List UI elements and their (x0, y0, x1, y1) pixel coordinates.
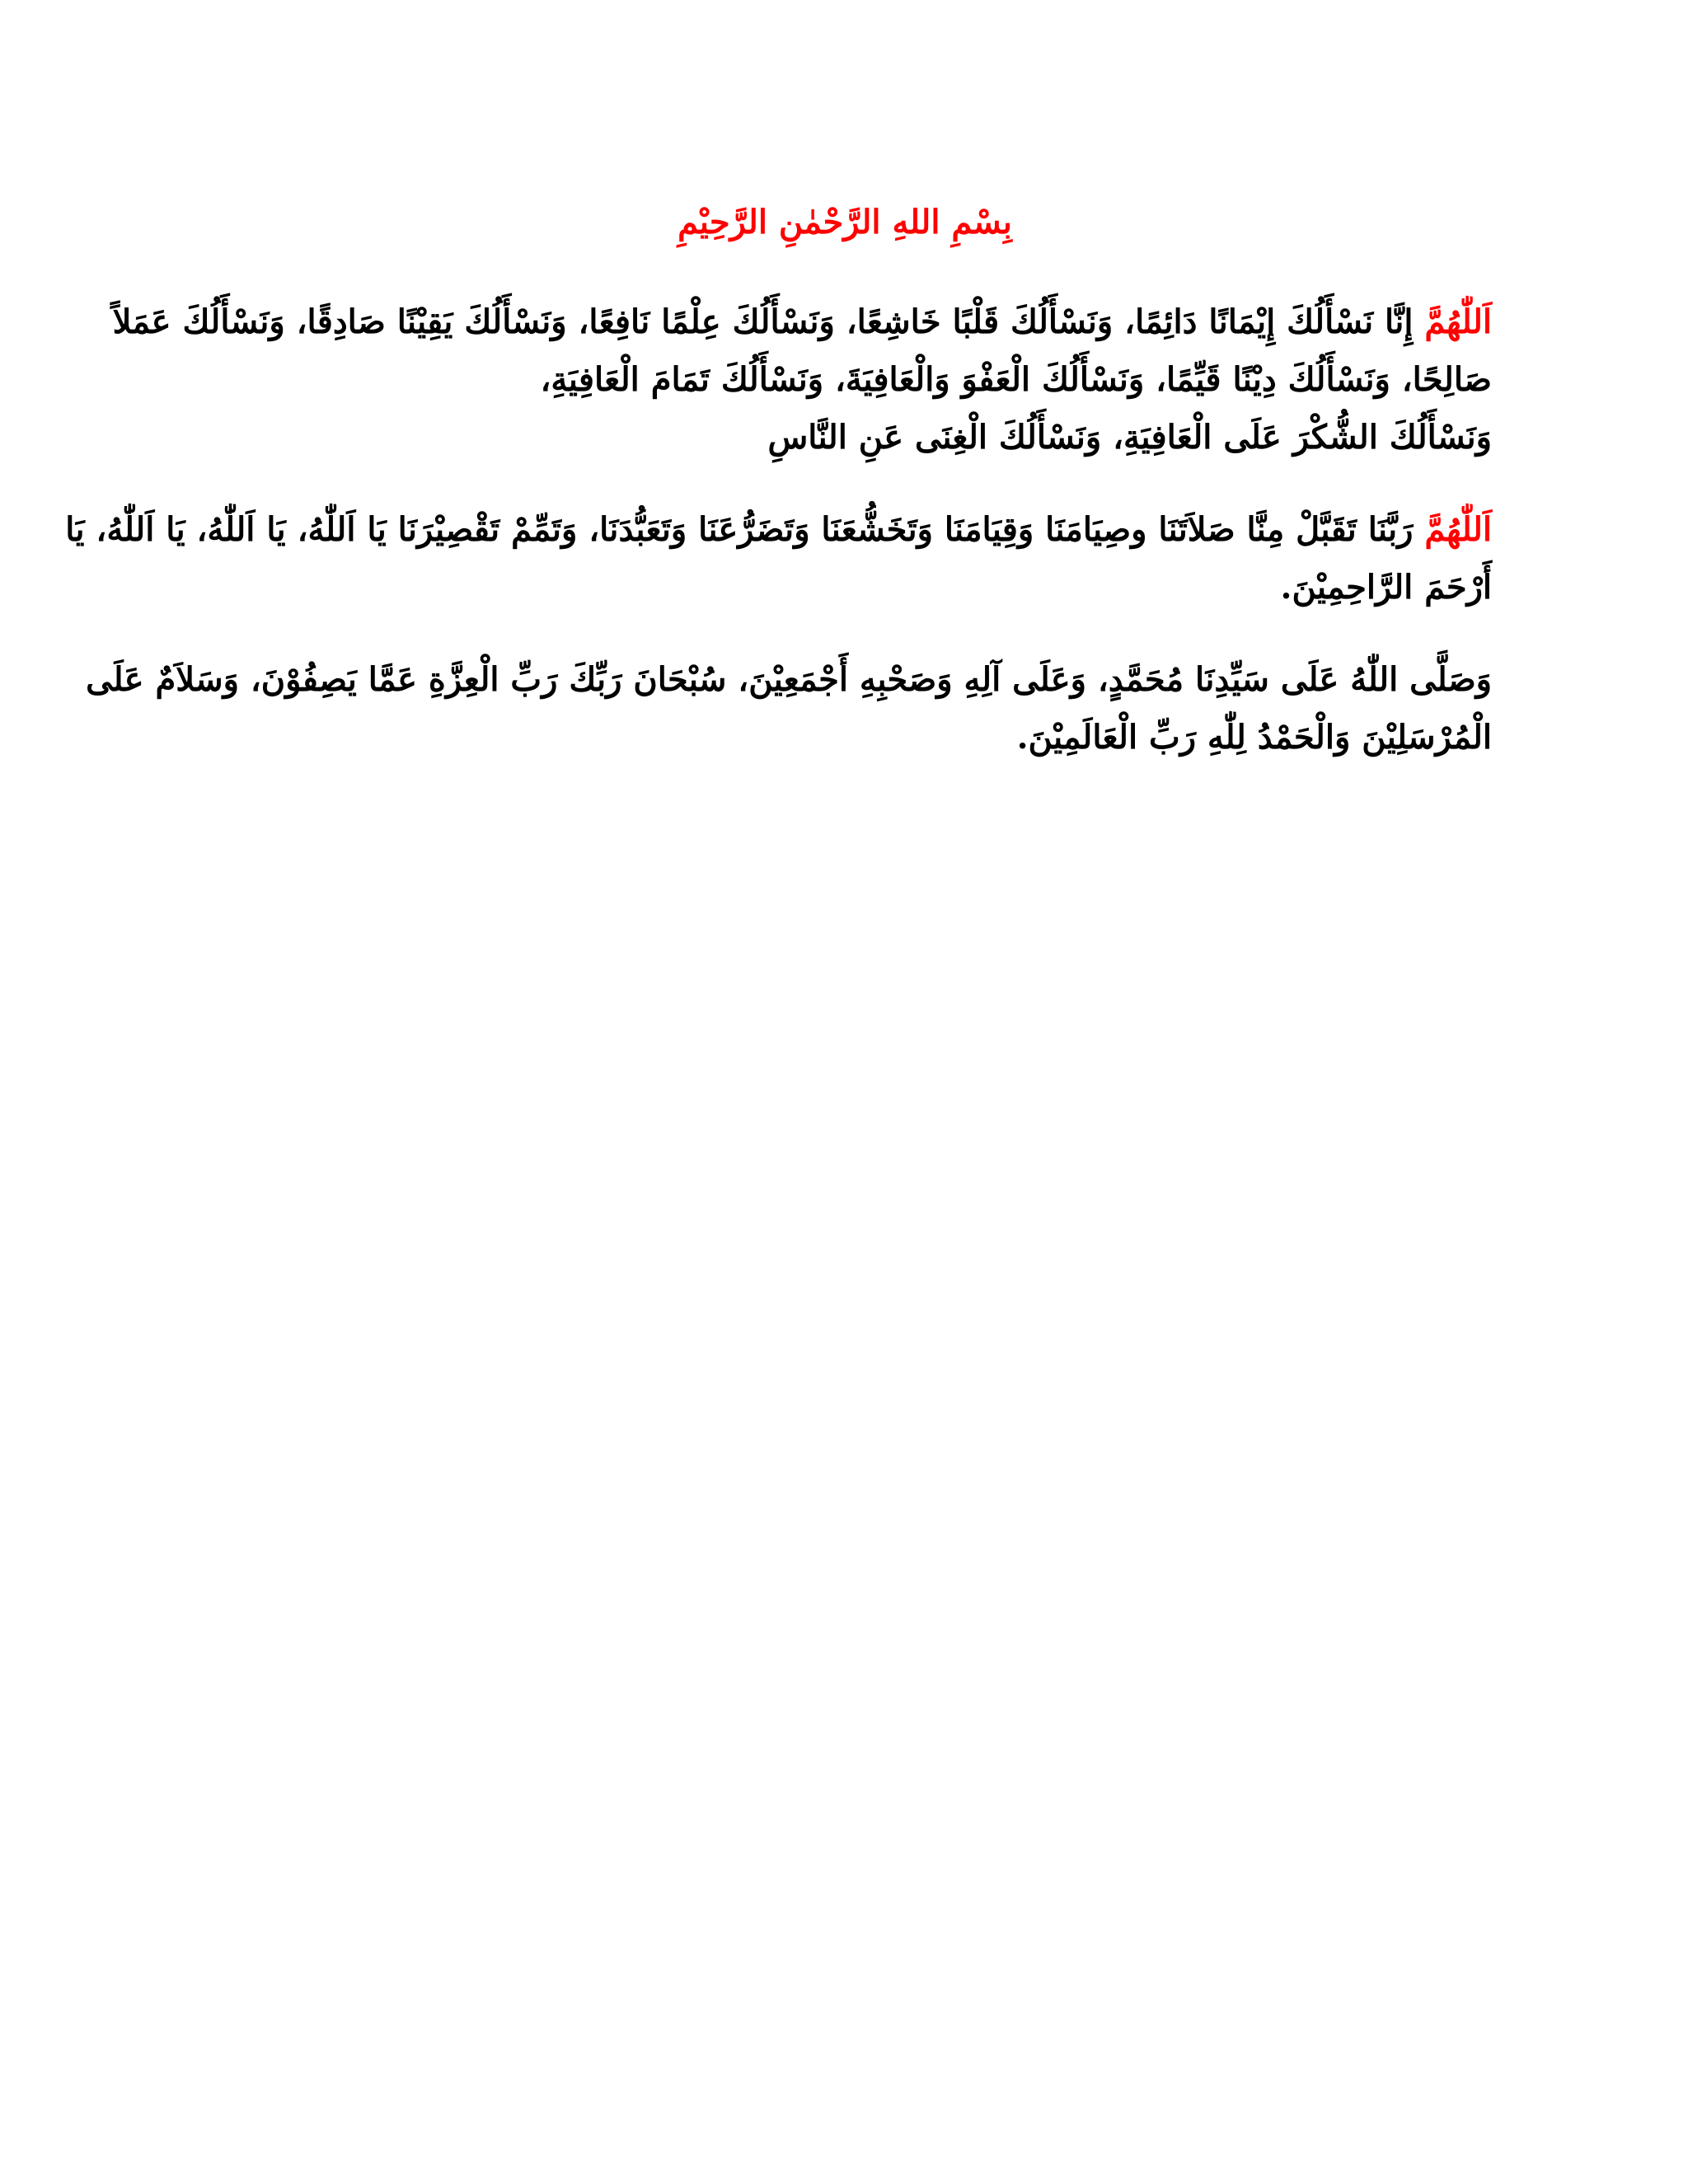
paragraph-2-line-2: أَرْحَمَ الرَّاحِمِيْنَ. (1280, 568, 1492, 607)
allahumma-lead: اَللّٰهُمَّ (1424, 510, 1492, 549)
document-page (65, 190, 1492, 801)
basmala-heading: بِسْمِ اللهِ الرَّحْمٰنِ الرَّحِيْمِ (678, 203, 1012, 241)
paragraph-2-line-1-text: رَبَّنَا تَقَبَّلْ مِنَّا صَلاَتَنَا وصِيَامَنَا وَقِيَامَنَا وَتَخَشُّعَنَا وَتَضَرُّعَنَا وَتَعَبُّدَنَا، وَتَمِّمْ تَقْصِيْرَنَا يَا اَللّٰهُ، يَا اَللّٰهُ، يَا اَللّٰهُ، يَا (65, 510, 1414, 549)
paragraph-1-line-1 (112, 293, 1492, 351)
paragraph-3-line-1: وَصَلَّى اللّٰهُ عَلَى سَيِّدِنَا مُحَمَّدٍ، وَعَلَى آلِهِ وَصَحْبِهِ أَجْمَعِيْنَ، سُبْحَانَ رَبِّكَ رَبِّ الْعِزَّةِ عَمَّا يَصِفُوْنَ، وَسَلاَمٌ عَلَى (86, 660, 1492, 699)
paragraph-2 (65, 501, 1492, 616)
paragraph-3 (86, 651, 1492, 766)
paragraph-1-line-2: صَالِحًا، وَنَسْأَلُكَ دِيْنًا قَيِّمًا، وَنَسْأَلُكَ الْعَفْوَ وَالْعَافِيَةَ، وَنَسْأَلُكَ تَمَامَ الْعَافِيَةِ، (540, 360, 1492, 399)
paragraph-3-line-2: الْمُرْسَلِيْنَ وَالْحَمْدُ لِلّٰهِ رَبِّ الْعَالَمِيْنَ. (1016, 718, 1492, 757)
paragraph-1-line-3: وَنَسْأَلُكَ الشُّكْرَ عَلَى الْعَافِيَةِ، وَنَسْأَلُكَ الْغِنَى عَنِ النَّاسِ (767, 418, 1492, 457)
paragraph-1-line-1-text: إِنَّا نَسْأَلُكَ إِيْمَانًا دَائِمًا، وَنَسْأَلُكَ قَلْبًا خَاشِعًا، وَنَسْأَلُكَ عِلْمًا نَافِعًا، وَنَسْأَلُكَ يَقِيْنًا صَادِقًا، وَنَسْأَلُكَ عَمَلاً (112, 302, 1414, 341)
paragraph-2-line-1 (65, 501, 1492, 559)
paragraph-1 (112, 293, 1492, 466)
allahumma-lead: اَللّٰهُمَّ (1424, 302, 1492, 341)
